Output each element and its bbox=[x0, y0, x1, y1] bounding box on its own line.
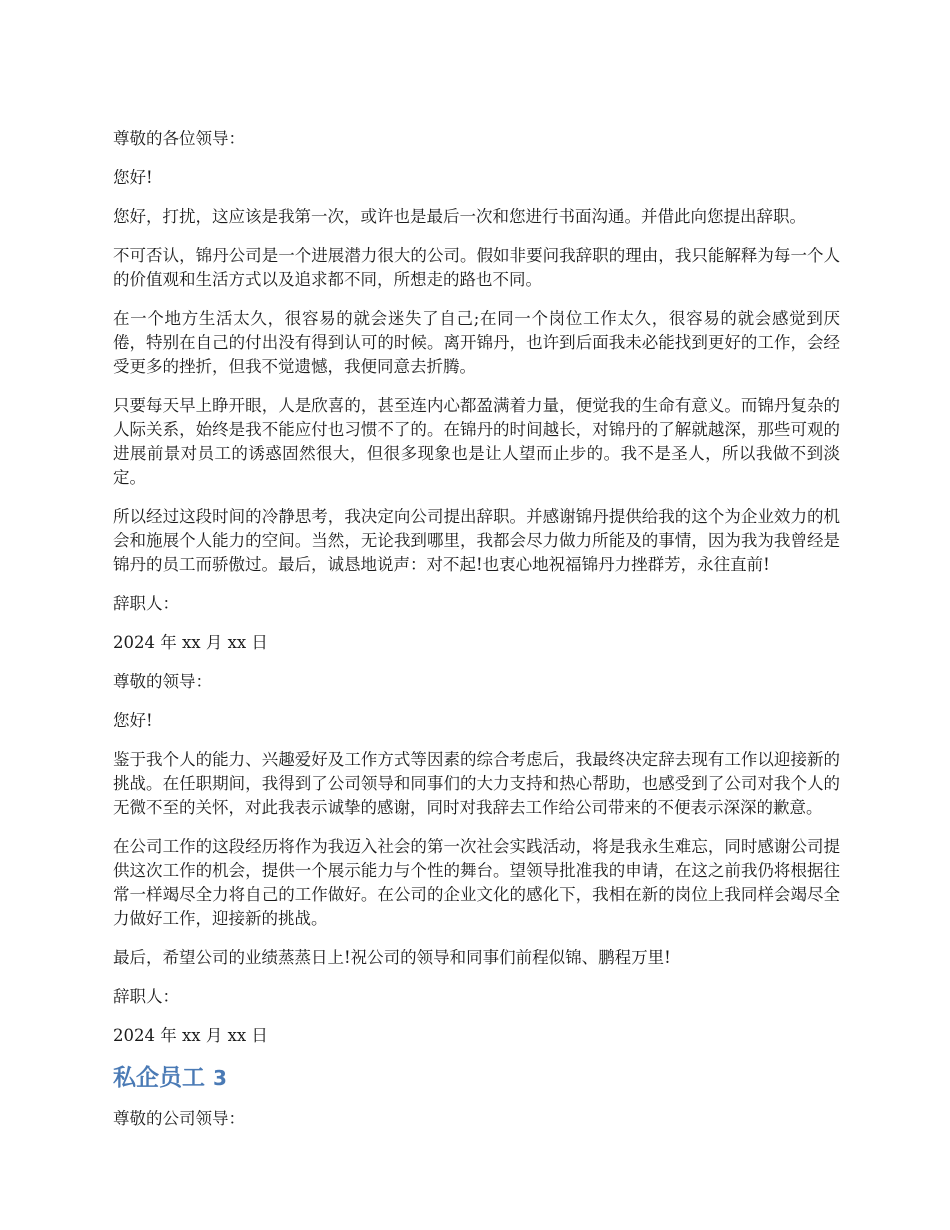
greeting: 您好! bbox=[113, 168, 153, 187]
body-paragraph: 鉴于我个人的能力、兴趣爱好及工作方式等因素的综合考虑后，我最终决定辞去现有工作以迎接新的挑战。在任职期间，我得到了公司领导和同事们的大力支持和热心帮助，也感受到了公司对我个人的无微不至的关怀，对此我表示诚挚的感谢，同时对我辞去工作给公司带来的不便表示深深的歉意。 bbox=[113, 750, 840, 817]
signature-label: 辞职人： bbox=[113, 987, 179, 1006]
salutation: 尊敬的各位领导： bbox=[113, 129, 245, 148]
section-heading bbox=[113, 1063, 840, 1093]
document-page bbox=[113, 127, 840, 1146]
section-heading-number: 3 bbox=[213, 1066, 227, 1090]
salutation: 尊敬的公司领导： bbox=[113, 1109, 245, 1128]
signature-date: 2024 年 xx 月 xx 日 bbox=[113, 1026, 268, 1045]
section-heading-text: 私企员工 bbox=[113, 1065, 205, 1091]
body-paragraph: 在公司工作的这段经历将作为我迈入社会的第一次社会实践活动，将是我永生难忘，同时感谢公司提供这次工作的机会，提供一个展示能力与个性的舞台。望领导批准我的申请，在这之前我仍将根据往常一样竭尽全力将自己的工作做好。在公司的企业文化的感化下，我相在新的岗位上我同样会竭尽全力做好工作，迎接新的挑战。 bbox=[113, 837, 840, 928]
body-paragraph: 只要每天早上睁开眼，人是欣喜的，甚至连内心都盈满着力量，便觉我的生命有意义。而锦丹复杂的人际关系，始终是我不能应付也习惯不了的。在锦丹的时间越长，对锦丹的了解就越深，那些可观的进展前景对员工的诱惑固然很大，但很多现象也是让人望而止步的。我不是圣人，所以我做不到淡定。 bbox=[113, 396, 840, 487]
body-paragraph: 在一个地方生活太久，很容易的就会迷失了自己;在同一个岗位工作太久，很容易的就会感觉到厌倦，特别在自己的付出没有得到认可的时候。离开锦丹，也许到后面我未必能找到更好的工作，会经受更多的挫折，但我不觉遗憾，我便同意去折腾。 bbox=[113, 309, 840, 376]
signature-label: 辞职人： bbox=[113, 594, 179, 613]
body-paragraph: 所以经过这段时间的冷静思考，我决定向公司提出辞职。并感谢锦丹提供给我的这个为企业效力的机会和施展个人能力的空间。当然，无论我到哪里，我都会尽力做力所能及的事情，因为我为我曾经是锦丹的员工而骄傲过。最后，诚恳地说声：对不起!也衷心地祝福锦丹力挫群芳，永往直前! bbox=[113, 507, 840, 574]
signature-date: 2024 年 xx 月 xx 日 bbox=[113, 633, 268, 652]
closing-paragraph: 最后，希望公司的业绩蒸蒸日上!祝公司的领导和同事们前程似锦、鹏程万里! bbox=[113, 948, 671, 967]
body-paragraph: 不可否认，锦丹公司是一个进展潜力很大的公司。假如非要问我辞职的理由，我只能解释为每一个人的价值观和生活方式以及追求都不同，所想走的路也不同。 bbox=[113, 246, 840, 289]
greeting: 您好! bbox=[113, 711, 153, 730]
body-paragraph: 您好，打扰，这应该是我第一次，或许也是最后一次和您进行书面沟通。并借此向您提出辞职。 bbox=[113, 207, 806, 226]
salutation: 尊敬的领导： bbox=[113, 672, 212, 691]
